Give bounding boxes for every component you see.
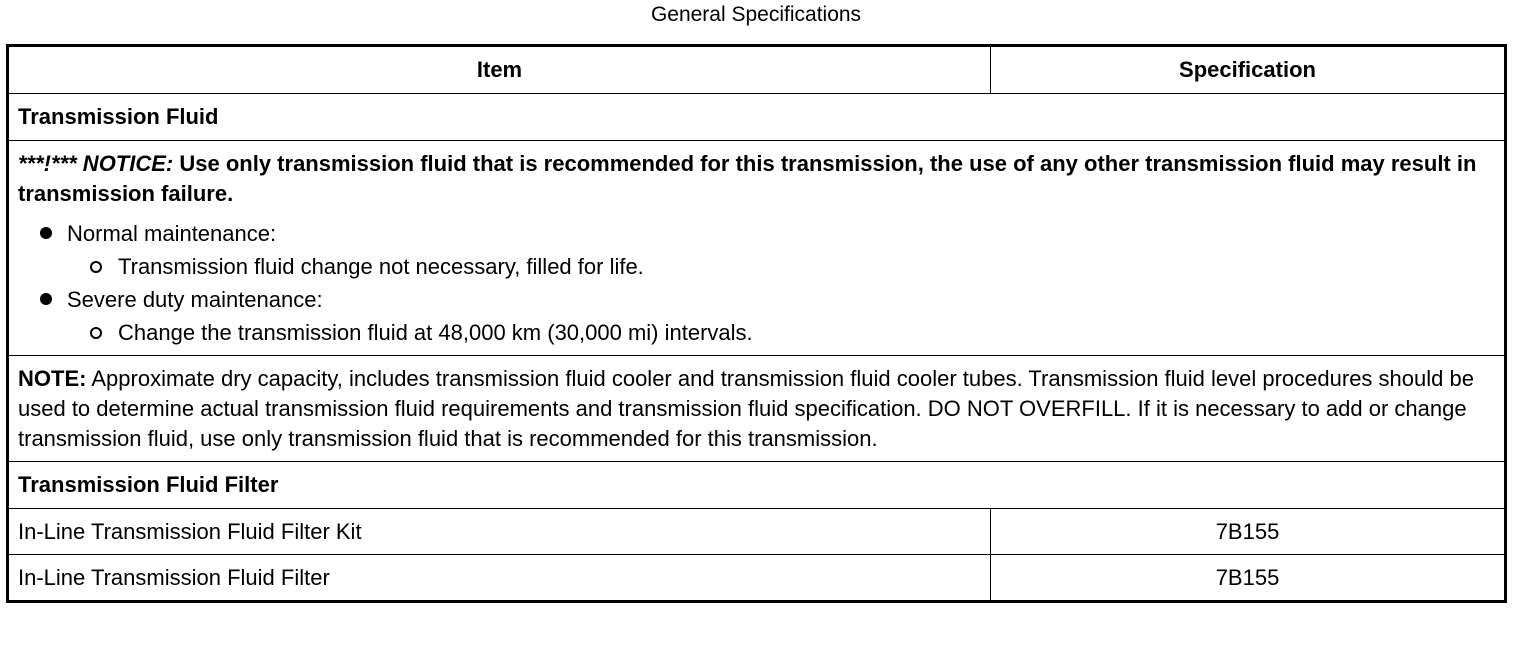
note-text: Approximate dry capacity, includes transmission fluid cooler and transmission fluid cooler tubes. Transmission fluid level procedures should be used to determine actual transmission fluid requirements and transmission fluid specification. DO NOT OVERFILL. If it is necessary to add or change transmission fluid, use only transmission fluid that is recommended for this transmission.: [18, 366, 1474, 451]
section-row-transmission-fluid-filter: [8, 462, 1506, 509]
note-row: [8, 356, 1506, 462]
list-item: [38, 283, 1495, 349]
maintenance-sublist: [67, 250, 1495, 283]
item-column-header: Item: [8, 46, 991, 94]
table-row: [8, 509, 1506, 555]
spec-cell: 7B155: [991, 509, 1506, 555]
item-cell: In-Line Transmission Fluid Filter Kit: [8, 509, 991, 555]
notice-prefix: ***!*** NOTICE:: [18, 151, 174, 176]
note-label: NOTE:: [18, 366, 87, 391]
bullet-circle-icon: [90, 327, 102, 339]
notice-cell: [8, 141, 1506, 356]
list-item: [89, 250, 1495, 283]
bullet-circle-icon: [90, 261, 102, 273]
specifications-table: [6, 44, 1507, 603]
bullet-disc-icon: [40, 293, 52, 305]
maintenance-detail: Transmission fluid change not necessary, filled for life.: [118, 254, 644, 279]
bullet-disc-icon: [40, 227, 52, 239]
table-row: [8, 555, 1506, 602]
maintenance-list: [18, 217, 1495, 349]
maintenance-label: Severe duty maintenance:: [67, 287, 323, 312]
table-caption: General Specifications: [650, 3, 862, 26]
notice-text: Use only transmission fluid that is recommended for this transmission, the use of any other transmission fluid may result in transmission failure.: [18, 151, 1477, 206]
maintenance-detail: Change the transmission fluid at 48,000 km (30,000 mi) intervals.: [118, 320, 753, 345]
spec-cell: 7B155: [991, 555, 1506, 602]
notice-row: [8, 141, 1506, 356]
list-item: [89, 316, 1495, 349]
note-cell: [8, 356, 1506, 462]
notice-paragraph: [18, 149, 1495, 209]
specification-column-header: Specification: [991, 46, 1506, 94]
section-title-transmission-fluid-filter: Transmission Fluid Filter: [8, 462, 1506, 509]
item-cell: In-Line Transmission Fluid Filter: [8, 555, 991, 602]
section-row-transmission-fluid: [8, 94, 1506, 141]
maintenance-label: Normal maintenance:: [67, 221, 277, 246]
list-item: [38, 217, 1495, 283]
table-header-row: [8, 46, 1506, 94]
section-title-transmission-fluid: Transmission Fluid: [8, 94, 1506, 141]
maintenance-sublist: [67, 316, 1495, 349]
